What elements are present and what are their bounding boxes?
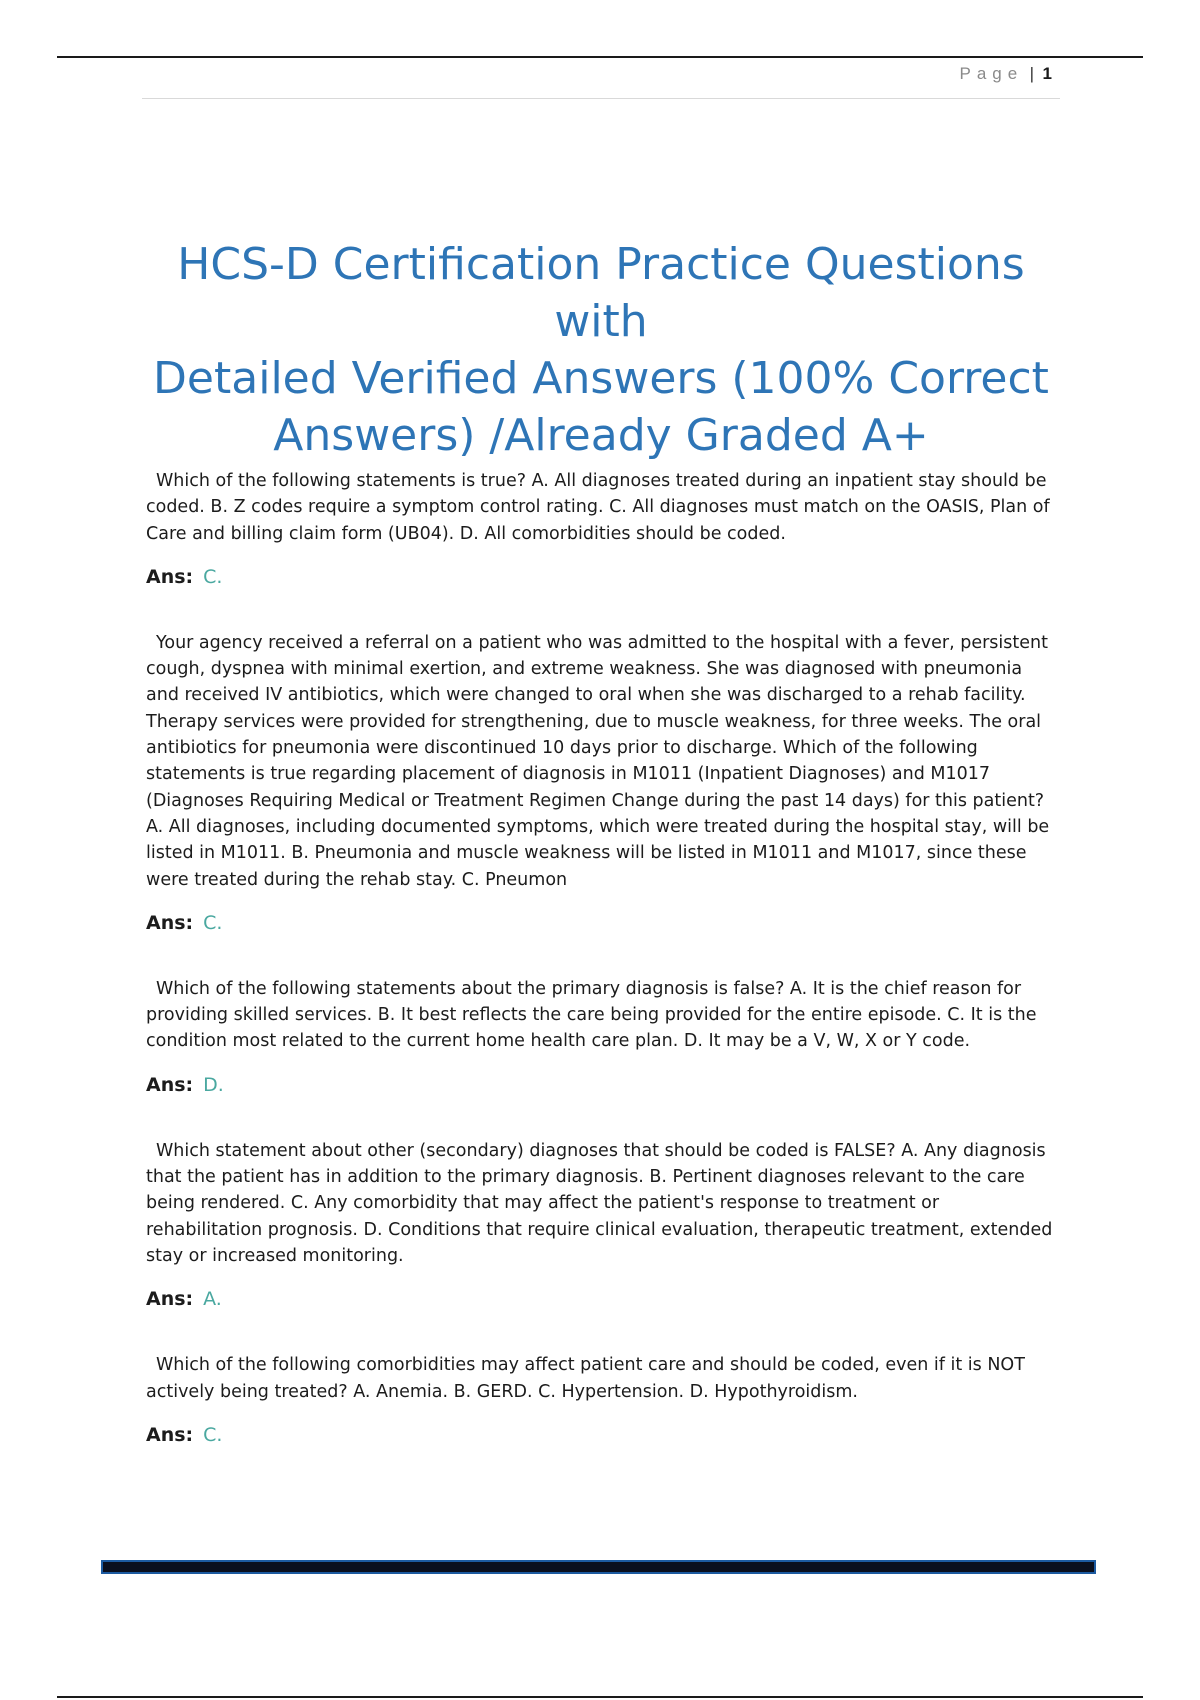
top-rule xyxy=(57,56,1143,58)
answer-value: D. xyxy=(203,1073,224,1096)
answer-value: C. xyxy=(203,565,223,588)
page-number: 1 xyxy=(1042,64,1052,83)
question-text: Which of the following statements is true? A. All diagnoses treated during an inpatient stay should be coded. B. Z codes require a symptom control rating. C. All diagnoses must match on the OASIS, Plan of Care and billing claim form (UB04). D. All comorbidities should be coded. xyxy=(146,471,1050,544)
question-text: Which statement about other (secondary) diagnoses that should be coded is FALSE? A. Any diagnosis that the patient has in addition to the primary diagnosis. B. Pertinent diagnoses relevant to the care being rendered. C. Any comorbidity that may affect the patient's response to treatment or rehabilitation prognosis. D. Conditions that require clinical evaluation, therapeutic treatment, extended stay or increased monitoring. xyxy=(146,1140,1053,1266)
answer-label: Ans: xyxy=(146,1288,194,1311)
answer-line xyxy=(146,1422,1058,1448)
question-text: Which of the following comorbidities may affect patient care and should be coded, even if it is NOT actively being treated? A. Anemia. B. GERD. C. Hypertension. D. Hypothyroidism. xyxy=(146,1355,1025,1402)
answer-label: Ans: xyxy=(146,1073,194,1096)
question-list xyxy=(146,468,1058,1448)
answer-line xyxy=(146,1286,1058,1312)
title-line-3: Answers) /Already Graded A+ xyxy=(273,410,929,461)
answer-line xyxy=(146,564,1058,590)
answer-label: Ans: xyxy=(146,1423,194,1446)
answer-value: C. xyxy=(203,911,223,934)
answer-value: C. xyxy=(203,1423,223,1446)
page-header xyxy=(142,64,1060,99)
question-block xyxy=(146,1352,1058,1448)
answer-line xyxy=(146,1072,1058,1098)
title-line-2: Detailed Verified Answers (100% Correct xyxy=(153,353,1049,404)
page-label: Page xyxy=(959,64,1024,83)
question-block xyxy=(146,1138,1058,1312)
question-block xyxy=(146,976,1058,1098)
answer-value: A. xyxy=(203,1288,222,1311)
answer-label: Ans: xyxy=(146,565,194,588)
answer-line xyxy=(146,910,1058,936)
question-text: Your agency received a referral on a patient who was admitted to the hospital with a fever, persistent cough, dyspnea with minimal exertion, and extreme weakness. She was diagnosed with pneumonia and received IV antibiotics, which were changed to oral when she was discharged to a rehab facility. Therapy services were provided for strengthening, due to muscle weakness, for three weeks. The oral antibiotics for pneumonia were discontinued 10 days prior to discharge. Which of the following statements is true regarding placement of diagnosis in M1011 (Inpatient Diagnoses) and M1017 (Diagnoses Requiring Medical or Treatment Regimen Change during the past 14 days) for this patient? A. All diagnoses, including documented symptoms, which were treated during the hospital stay, will be listed in M1011. B. Pneumonia and muscle weakness will be listed in M1011 and M1017, since these were treated during the rehab stay. C. Pneumon xyxy=(146,632,1050,890)
answer-label: Ans: xyxy=(146,911,194,934)
bottom-rule xyxy=(57,1696,1143,1698)
document-title xyxy=(142,236,1060,464)
footer-bar xyxy=(101,1560,1096,1574)
question-text: Which of the following statements about the primary diagnosis is false? A. It is the chief reason for providing skilled services. B. It best reflects the care being provided for the entire episode. C. It is the condition most related to the current home health care plan. D. It may be a V, W, X or Y code. xyxy=(146,978,1037,1052)
question-block xyxy=(146,630,1058,936)
page-separator: | xyxy=(1029,64,1035,83)
title-line-1: HCS-D Certification Practice Questions with xyxy=(177,239,1025,347)
question-block xyxy=(146,468,1058,590)
